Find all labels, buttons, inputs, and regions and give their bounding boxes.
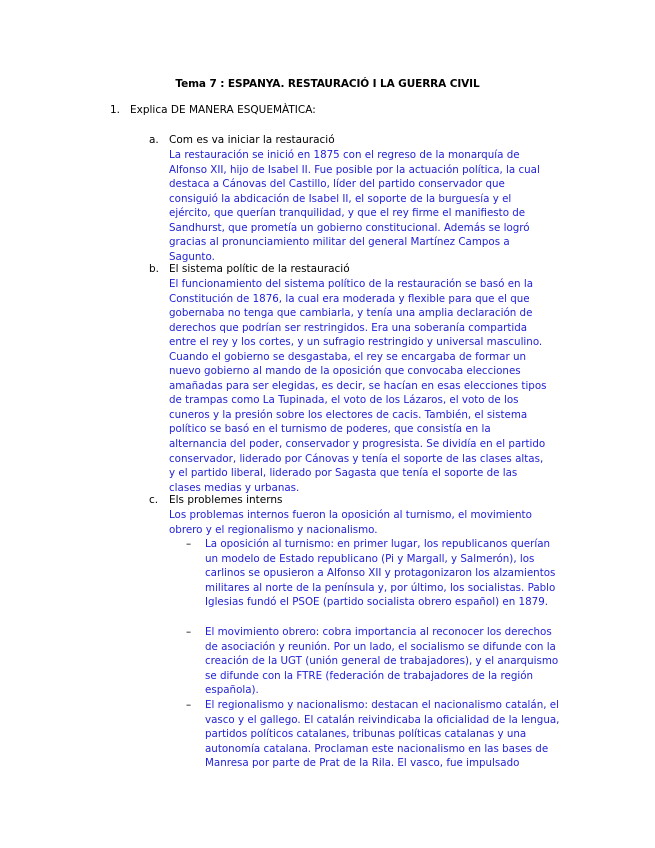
section-heading-text: El sistema polític de la restauració — [169, 263, 350, 275]
dash-bullet-icon: – — [186, 538, 192, 550]
document-title: Tema 7 : ESPANYA. RESTAURACIÓ I LA GUERRA CIVIL — [175, 78, 480, 90]
section-b-answer: El funcionamiento del sistema político de la restauración se basó en la Constitución de 1876, la cual era moderada y flexible para que el que gobernaba no tenga que cambiarla, y tenía una amplia declaración de derechos que podrían ser restringidos. Era una soberanía compartida entre el rey y los cortes, y un sufragio restringido y universal masculino. Cuando el gobierno se desgastaba, el rey se encargaba de formar un nuevo gobierno al mando de la oposición que convocaba elecciones amañadas para ser elegidas, es decir, se hacían en esas elecciones tipos de trampas como La Tupinada, el voto de los Lázaros, el voto de los cuneros y la presión sobre los electores de cacis. También, el sistema político se basó en el turnismo de poderes, que consistía en la alternancia del poder, conservador y progresista. Se dividía en el partido conservador, liderado por Cánovas y tenía el soporte de las clases altas, y el partido liberal, liderado por Sagasta que tenía el soporte de las clases medias y urbanas. — [169, 278, 547, 494]
bullet-text: El regionalismo y nacionalismo: destacan el nacionalismo catalán, el vasco y el gallego. El catalán reivindicaba la oficialidad de la lengua, partidos políticos catalanes, tribunas políticas catalanas y una autonomía catalana. Proclaman este nacionalismo en las bases de Manresa por parte de Prat de la Rila. El vasco, fue impulsado — [205, 699, 560, 770]
bullet-item — [186, 625, 566, 698]
section-heading-text: Els problemes interns — [169, 494, 283, 506]
dash-bullet-icon: – — [186, 699, 192, 711]
section-a-heading — [149, 134, 549, 146]
bullet-text: El movimiento obrero: cobra importancia al reconocer los derechos de asociación y reunión. Por un lado, el socialismo se difunde con la creación de la UGT (unión general de trabajadores), y el anarquismo se difunde con la FTRE (federación de trabajadores de la región española). — [205, 626, 559, 697]
section-letter: a. — [149, 134, 159, 146]
section-letter: b. — [149, 263, 160, 275]
section-letter: c. — [149, 494, 159, 506]
question-number: 1. — [110, 104, 121, 116]
section-c-answer: Los problemas internos fueron la oposición al turnismo, el movimiento obrero y el regionalismo y nacionalismo. — [169, 509, 532, 536]
question-1 — [110, 104, 316, 116]
dash-bullet-icon: – — [186, 626, 192, 638]
bullet-item — [186, 537, 566, 610]
section-c-heading — [149, 494, 549, 506]
section-b-heading — [149, 263, 549, 275]
question-text: Explica DE MANERA ESQUEMÀTICA: — [130, 104, 316, 116]
section-a-answer: La restauración se inició en 1875 con el regreso de la monarquía de Alfonso XII, hijo de Isabel II. Fue posible por la actuación política, la cual destaca a Cánovas del Castillo, líder del partido conservador que consiguió la abdicación de Isabel II, el soporte de la burguesía y el ejército, que querían tranquilidad, y que el rey firme el manifiesto de Sandhurst, que prometía un gobierno constitucional. Además se logró gracias al pronunciamiento militar del general Martínez Campos a Sagunto. — [169, 149, 540, 263]
bullet-item — [186, 698, 566, 771]
section-heading-text: Com es va iniciar la restauració — [169, 134, 335, 146]
bullet-text: La oposición al turnismo: en primer lugar, los republicanos querían un modelo de Estado republicano (Pi y Margall, y Salmerón), los carlinos se opusieron a Alfonso XII y protagonizaron los alzamientos militares al norte de la península y, por último, los socialistas. Pablo Iglesias fundó el PSOE (partido socialista obrero español) en 1879. — [205, 538, 556, 609]
